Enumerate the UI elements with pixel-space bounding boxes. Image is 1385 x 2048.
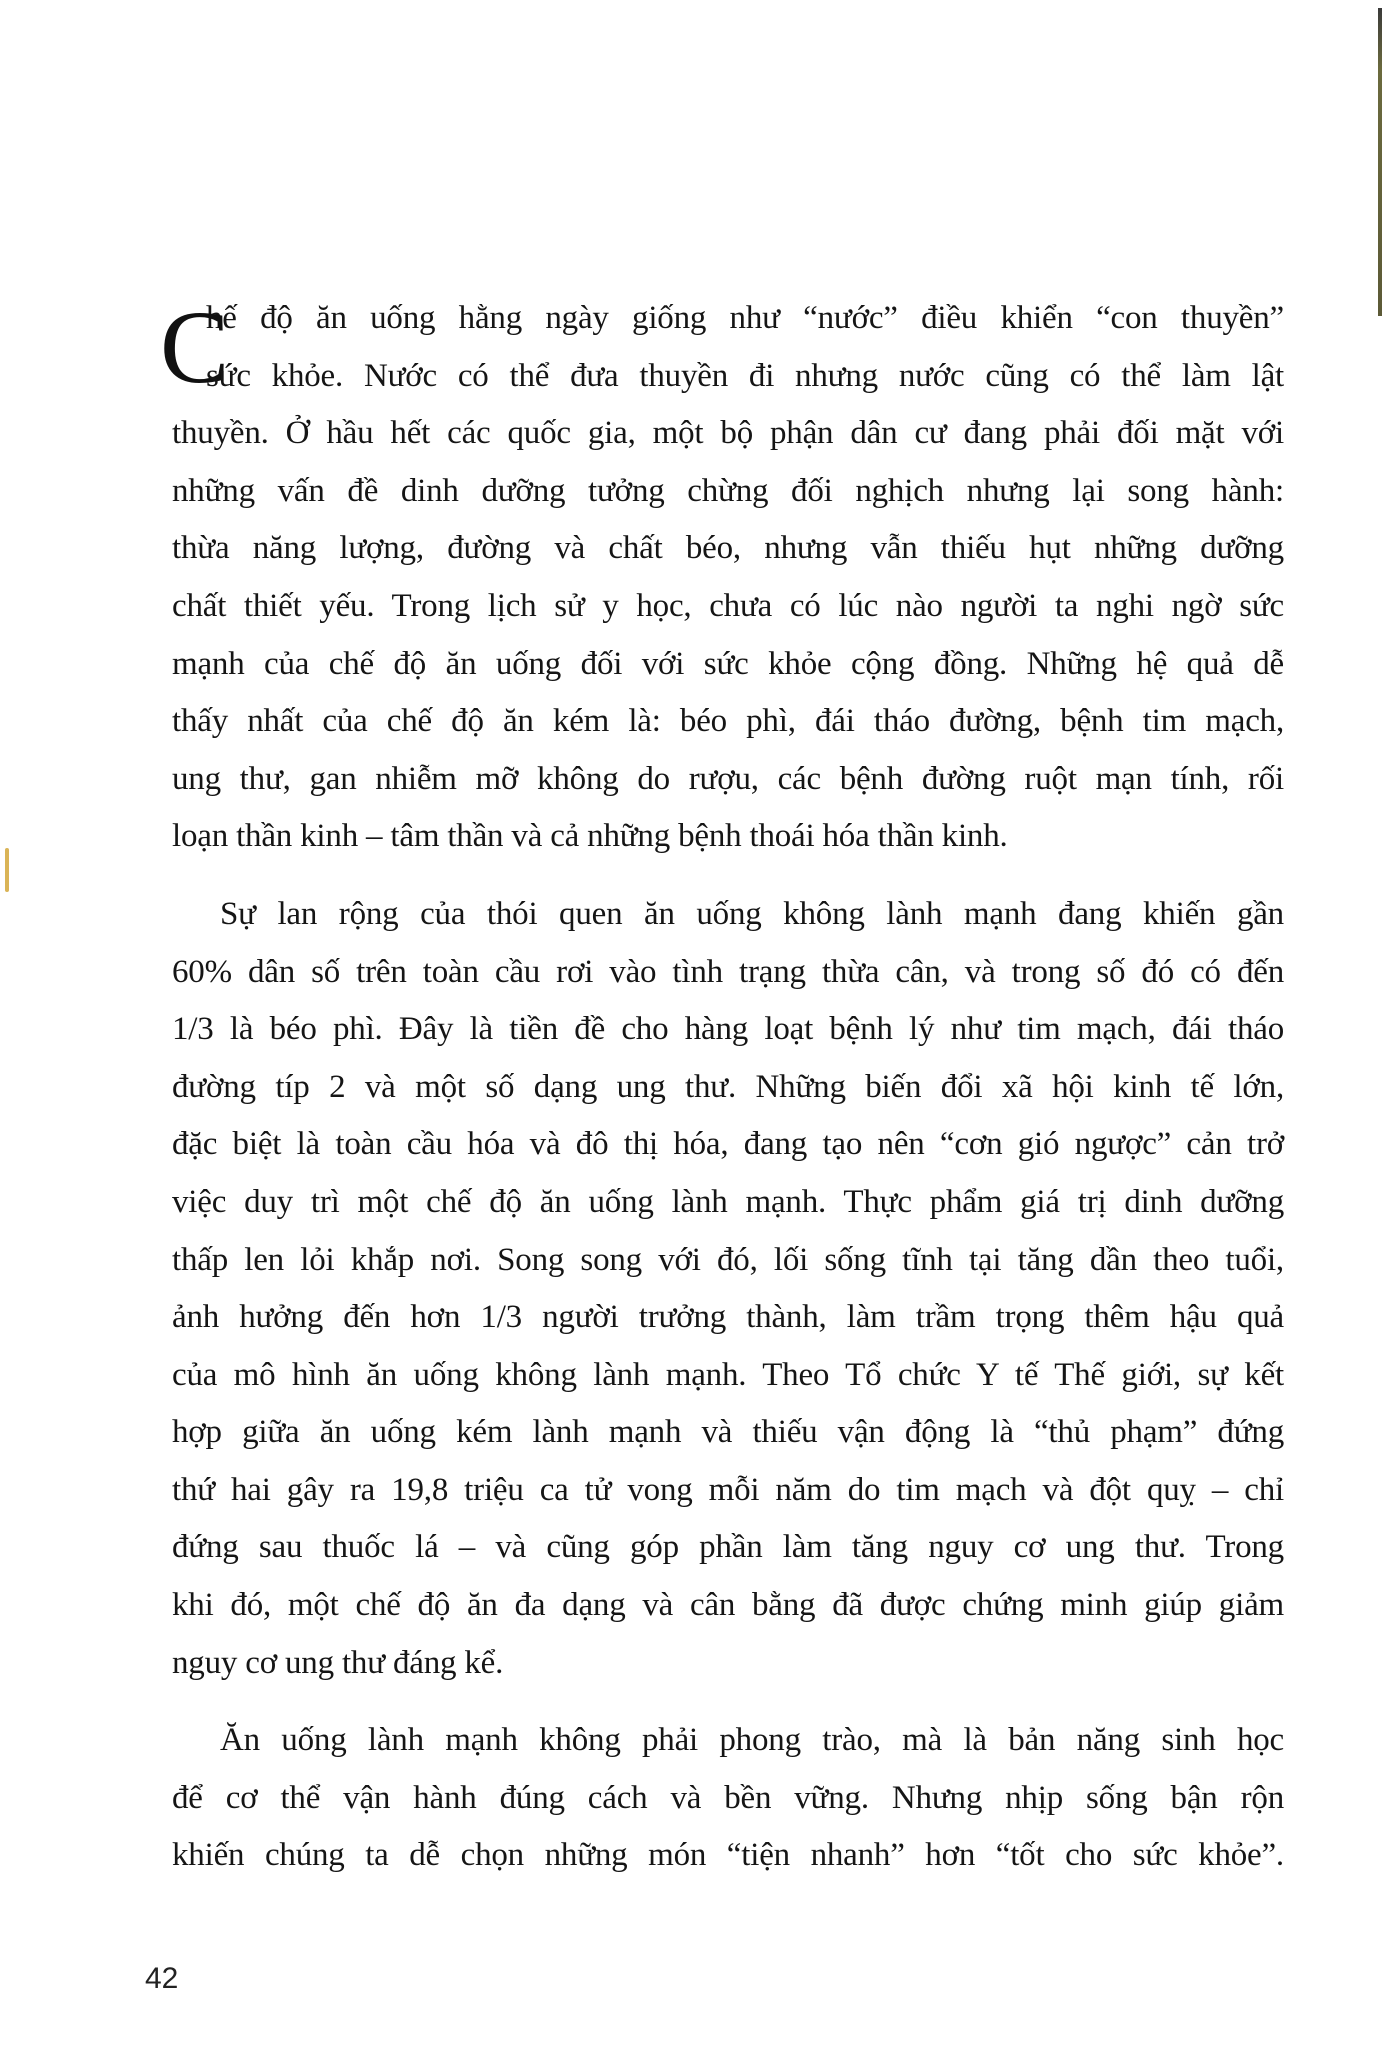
text-line: để cơ thể vận hành đúng cách và bền vững. Nhưng nhịp sống bận rộn xyxy=(172,1779,1284,1816)
text-line: hợp giữa ăn uống kém lành mạnh và thiếu vận động là “thủ phạm” đứng xyxy=(172,1414,1284,1451)
text-line: C hế độ ăn uống hằng ngày giống như “nước” điều khiển “con thuyền” xyxy=(160,290,1284,405)
text-line: sức khỏe. Nước có thể đưa thuyền đi nhưng nước cũng có thể làm lật xyxy=(206,357,1284,394)
text-line: thấy nhất của chế độ ăn kém là: béo phì, đái tháo đường, bệnh tim mạch, xyxy=(172,703,1284,740)
text-line: 1/3 là béo phì. Đây là tiền đề cho hàng loạt bệnh lý như tim mạch, đái tháo xyxy=(172,1011,1284,1048)
text-line: đặc biệt là toàn cầu hóa và đô thị hóa, đang tạo nên “cơn gió ngược” cản trở xyxy=(172,1126,1284,1163)
text-line: của mô hình ăn uống không lành mạnh. Theo Tổ chức Y tế Thế giới, sự kết xyxy=(172,1356,1284,1393)
text-line: việc duy trì một chế độ ăn uống lành mạnh. Thực phẩm giá trị dinh dưỡng xyxy=(172,1183,1284,1220)
text-line: Sự lan rộng của thói quen ăn uống không lành mạnh đang khiến gần xyxy=(220,895,1284,932)
page-number: 42 xyxy=(145,1962,179,1995)
paragraph-2 xyxy=(172,886,1284,1692)
paragraph-1 xyxy=(160,290,1284,866)
text-line: thứ hai gây ra 19,8 triệu ca tử vong mỗi năm do tim mạch và đột quỵ – chỉ xyxy=(172,1471,1284,1508)
text-line: chất thiết yếu. Trong lịch sử y học, chưa có lúc nào người ta nghi ngờ sức xyxy=(172,587,1284,624)
text-line: loạn thần kinh – tâm thần và cả những bệnh thoái hóa thần kinh. xyxy=(172,818,1008,855)
text-line: ung thư, gan nhiễm mỡ không do rượu, các bệnh đường ruột mạn tính, rối xyxy=(172,760,1284,797)
text-line: thuyền. Ở hầu hết các quốc gia, một bộ phận dân cư đang phải đối mặt với xyxy=(172,415,1284,452)
text-line: thấp len lỏi khắp nơi. Song song với đó, lối sống tĩnh tại tăng dần theo tuổi, xyxy=(172,1241,1284,1278)
text-line: ảnh hưởng đến hơn 1/3 người trưởng thành, làm trầm trọng thêm hậu quả xyxy=(172,1299,1284,1336)
text-line: mạnh của chế độ ăn uống đối với sức khỏe cộng đồng. Những hệ quả dễ xyxy=(172,645,1284,682)
paragraph-3 xyxy=(172,1712,1284,1885)
text-line: nguy cơ ung thư đáng kể. xyxy=(172,1644,504,1681)
edge-mark xyxy=(5,848,9,892)
text-line: những vấn đề dinh dưỡng tưởng chừng đối nghịch nhưng lại song hành: xyxy=(172,472,1284,509)
drop-cap: C xyxy=(160,290,230,405)
body-text xyxy=(160,290,1284,1885)
text-line: thừa năng lượng, đường và chất béo, nhưng vẫn thiếu hụt những dưỡng xyxy=(172,530,1284,567)
page-edge-shadow xyxy=(1378,8,1382,316)
text-line: đứng sau thuốc lá – và cũng góp phần làm tăng nguy cơ ung thư. Trong xyxy=(172,1529,1284,1566)
text-line: 60% dân số trên toàn cầu rơi vào tình trạng thừa cân, và trong số đó có đến xyxy=(172,953,1284,990)
text-line: khiến chúng ta dễ chọn những món “tiện nhanh” hơn “tốt cho sức khỏe”. xyxy=(172,1837,1284,1874)
text-line: khi đó, một chế độ ăn đa dạng và cân bằng đã được chứng minh giúp giảm xyxy=(172,1587,1284,1624)
text-line: Ăn uống lành mạnh không phải phong trào, mà là bản năng sinh học xyxy=(220,1722,1284,1759)
text-line: đường típ 2 và một số dạng ung thư. Những biến đổi xã hội kinh tế lớn, xyxy=(172,1068,1284,1105)
